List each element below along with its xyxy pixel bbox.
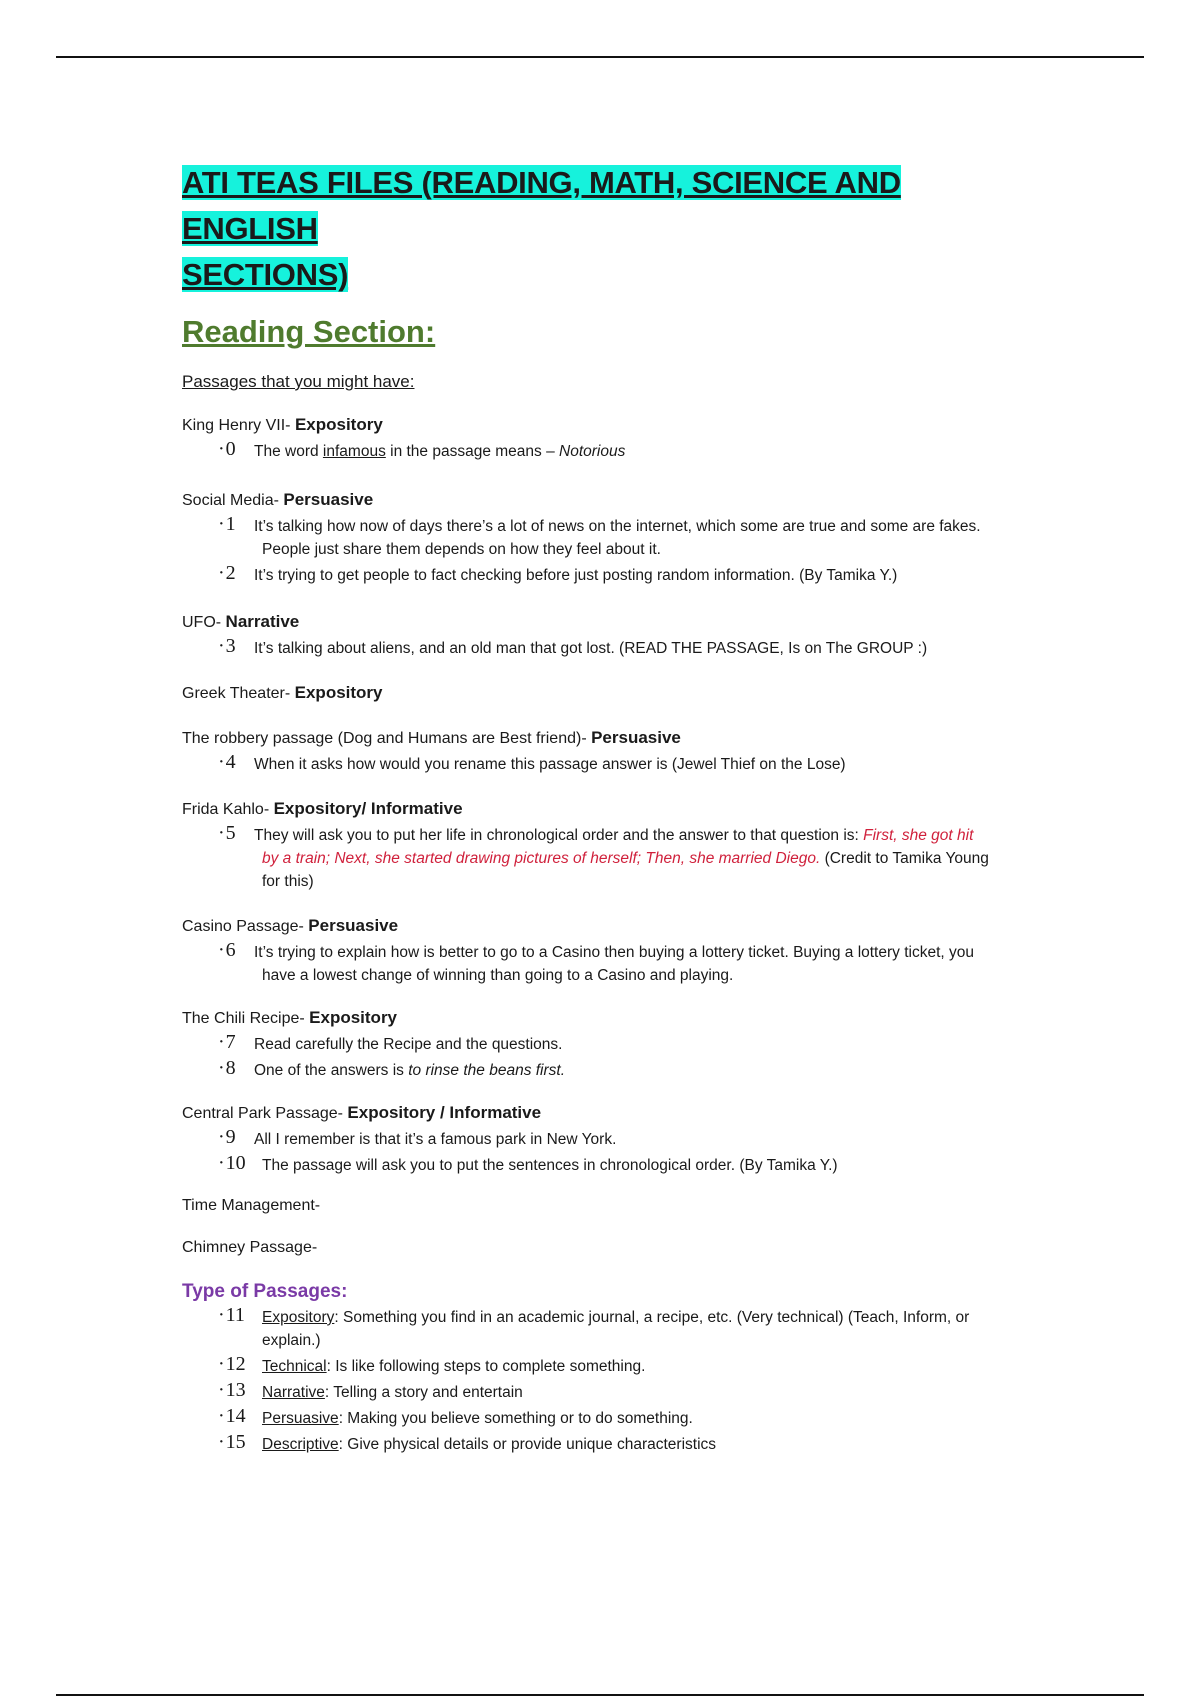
passage-chili-recipe <box>182 1007 1042 1082</box>
passage-name: The robbery passage (Dog and Humans are Best friend)- <box>182 730 592 747</box>
passages-intro: Passages that you might have: <box>182 372 415 391</box>
passage-name: Central Park Passage- <box>182 1105 348 1122</box>
item-number: · 6 <box>218 939 236 962</box>
list-item: · 0 The word infamous in the passage means – Notorious <box>182 440 1042 463</box>
item-number: · 15 <box>218 1431 246 1454</box>
list-item: · 11 Expository: Something you find in an academic journal, a recipe, etc. (Very technical) (Teach, Inform, or explain.) <box>182 1306 1042 1352</box>
list-item: · 8 One of the answers is to rinse the beans first. <box>182 1059 1042 1082</box>
item-number: · 2 <box>218 562 236 585</box>
item-number: · 5 <box>218 822 236 845</box>
item-number: · 14 <box>218 1405 246 1428</box>
list-item: · 9 All I remember is that it’s a famous park in New York. <box>182 1128 1042 1151</box>
passage-robbery <box>182 727 1042 776</box>
list-item: · 14 Persuasive: Making you believe something or to do something. <box>182 1407 1042 1430</box>
passage-name: Frida Kahlo- <box>182 801 274 818</box>
passage-social-media <box>182 489 1042 587</box>
title-line-2: SECTIONS) <box>182 257 349 292</box>
document-title <box>182 160 1042 298</box>
passage-genre: Expository <box>309 1008 398 1027</box>
list-item: · 7 Read carefully the Recipe and the questions. <box>182 1033 1042 1056</box>
title-line-1: ATI TEAS FILES (READING, MATH, SCIENCE AND ENGLISH <box>182 165 901 246</box>
passage-genre: Expository <box>294 415 383 434</box>
passage-name: Greek Theater- <box>182 685 295 702</box>
passage-casino <box>182 915 1042 987</box>
passage-ufo <box>182 611 1042 660</box>
types-heading: Type of Passages: <box>182 1281 348 1302</box>
item-number: · 3 <box>218 635 236 658</box>
item-number: · 0 <box>218 438 236 461</box>
passage-genre: Persuasive <box>591 728 681 747</box>
list-item: · 6 It’s trying to explain how is better to go to a Casino then buying a lottery ticket. Buying a lottery ticket, you have a lowest change of winning than going to a Casino and playing. <box>182 941 1042 987</box>
passage-name: Social Media- <box>182 492 284 509</box>
passage-genre: Expository / Informative <box>347 1103 542 1122</box>
passage-genre: Expository <box>294 683 383 702</box>
list-item: · 3 It’s talking about aliens, and an old man that got lost. (READ THE PASSAGE, Is on The GROUP :) <box>182 637 1042 660</box>
passage-name: Casino Passage- <box>182 918 309 935</box>
list-item: · 15 Descriptive: Give physical details or provide unique characteristics <box>182 1433 1042 1456</box>
passage-name: Time Management- <box>182 1197 321 1214</box>
list-item: · 10 The passage will ask you to put the sentences in chronological order. (By Tamika Y.) <box>182 1154 1042 1177</box>
list-item: · 13 Narrative: Telling a story and entertain <box>182 1381 1042 1404</box>
item-number: · 4 <box>218 751 236 774</box>
passage-genre: Persuasive <box>283 490 374 509</box>
list-item: · 12 Technical: Is like following steps to complete something. <box>182 1355 1042 1378</box>
passage-central-park <box>182 1102 1042 1177</box>
item-number: · 8 <box>218 1057 236 1080</box>
bottom-rule <box>56 1694 1144 1696</box>
list-item: · 1 It’s talking how now of days there’s a lot of news on the internet, which some are true and some are fakes. People just share them depends on how they feel about it. <box>182 515 1042 561</box>
passage-king-henry <box>182 414 1042 463</box>
top-rule <box>56 56 1144 58</box>
list-item: · 2 It’s trying to get people to fact checking before just posting random information. (By Tamika Y.) <box>182 564 1042 587</box>
reading-section-heading: Reading Section: <box>182 314 436 349</box>
item-number: · 7 <box>218 1031 236 1054</box>
passage-name: King Henry VII- <box>182 417 295 434</box>
item-number: · 11 <box>218 1304 245 1327</box>
passage-chimney <box>182 1237 1042 1259</box>
list-item: · 4 When it asks how would you rename this passage answer is (Jewel Thief on the Lose) <box>182 753 1042 776</box>
document-body <box>182 160 1042 1456</box>
types-list <box>182 1306 1042 1456</box>
list-item: · 5 They will ask you to put her life in chronological order and the answer to that question is: First, she got hit by a train; Next, she started drawing pictures of herself; Then, she married Diego. (Credit to Tamika Young for this) <box>182 824 1042 893</box>
item-number: · 13 <box>218 1379 246 1402</box>
passage-genre: Persuasive <box>308 916 399 935</box>
passage-name: Chimney Passage- <box>182 1239 318 1256</box>
passage-frida-kahlo <box>182 798 1042 893</box>
item-number: · 9 <box>218 1126 236 1149</box>
item-number: · 10 <box>218 1152 246 1175</box>
item-number: · 12 <box>218 1353 246 1376</box>
passage-time-management <box>182 1195 1042 1217</box>
passage-genre: Narrative <box>225 612 300 631</box>
passage-genre: Expository/ Informative <box>273 799 463 818</box>
passage-name: UFO- <box>182 614 226 631</box>
passage-greek-theater <box>182 682 1042 705</box>
passage-name: The Chili Recipe- <box>182 1010 310 1027</box>
item-number: · 1 <box>218 513 236 536</box>
